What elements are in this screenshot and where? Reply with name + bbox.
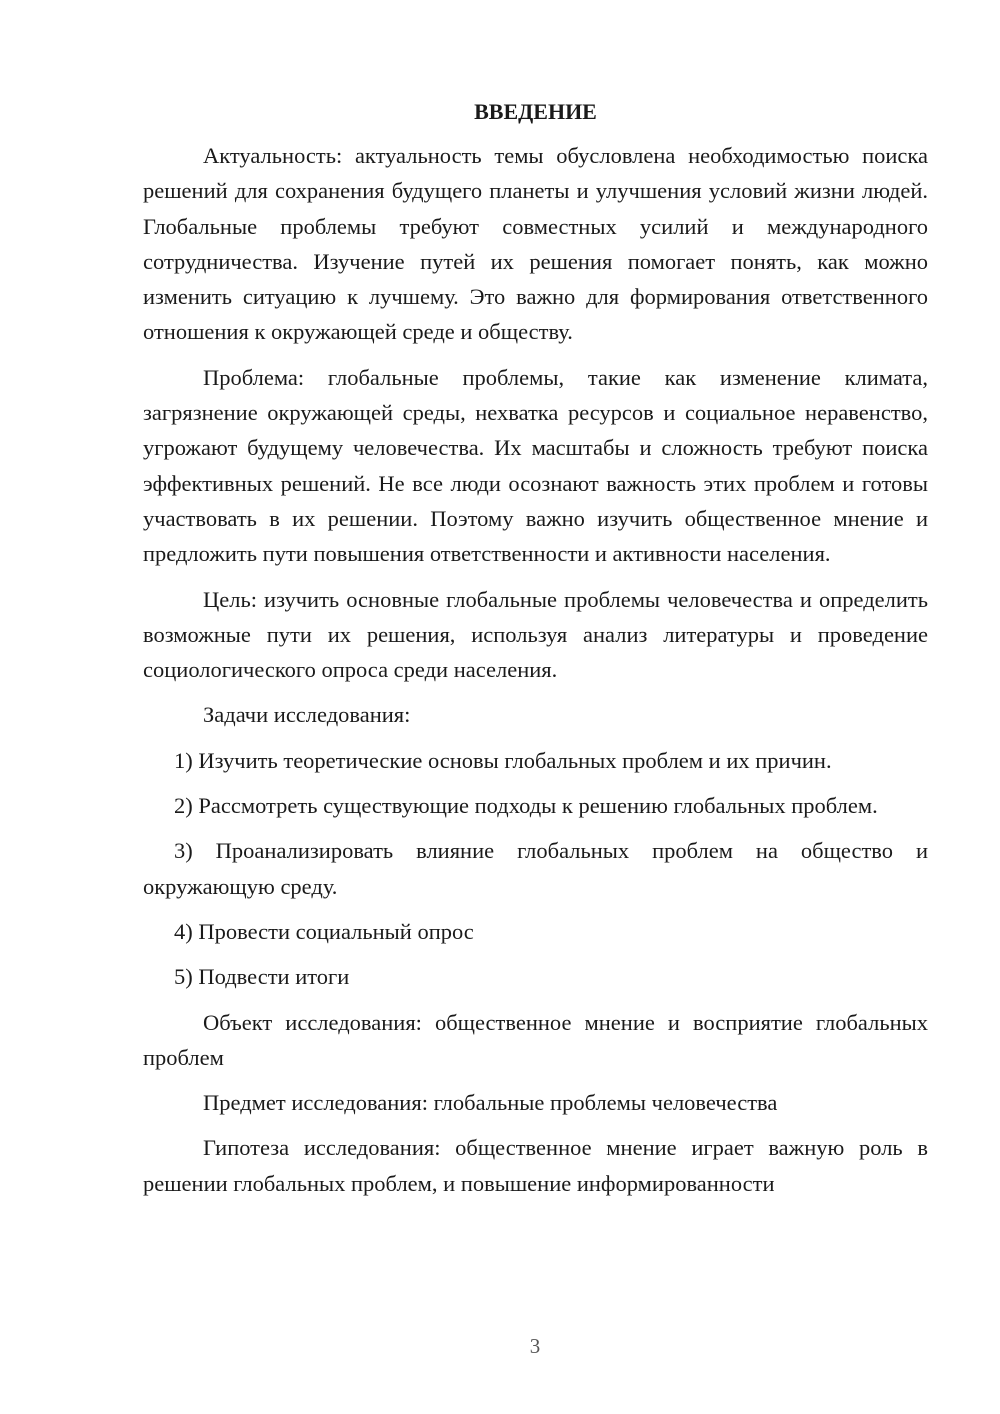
task-item-2: 2) Рассмотреть существующие подходы к решению глобальных проблем. [174,793,878,819]
task-item-3: 3) Проанализировать влияние глобальных проблем на общество и окружающую среду. [143,838,928,899]
task-item-1: 1) Изучить теоретические основы глобальных проблем и их причин. [174,747,832,773]
research-object-paragraph: Объект исследования: общественное мнение и восприятие глобальных проблем [143,1009,928,1070]
goal-paragraph: Цель: изучить основные глобальные проблемы человечества и определить возможные пути их решения, используя анализ литературы и проведение социологического опроса среди населения. [143,586,928,683]
hypothesis-paragraph: Гипотеза исследования: общественное мнение играет важную роль в решении глобальных проблем, и повышение информированности [143,1135,928,1196]
task-item-4: 4) Провести социальный опрос [174,918,474,944]
problem-paragraph: Проблема: глобальные проблемы, такие как изменение климата, загрязнение окружающей среды, нехватка ресурсов и социальное неравенство, угрожают будущему человечества. Их масштабы и сложность требуют поиска эффективных решений. Не все люди осознают важность этих проблем и готовы участвовать в их решении. Поэтому важно изучить общественное мнение и предложить пути повышения ответственности и активности населения. [143,364,928,567]
task-item-5: 5) Подвести итоги [174,964,350,990]
page-title: ВВЕДЕНИЕ [474,99,597,124]
page-number: 3 [529,1334,541,1358]
research-subject-paragraph: Предмет исследования: глобальные проблемы человечества [203,1090,778,1116]
relevance-paragraph: Актуальность: актуальность темы обусловлена необходимостью поиска решений для сохранения будущего планеты и улучшения условий жизни людей. Глобальные проблемы требуют совместных усилий и международного сотрудничества. Изучение путей их решения помогает понять, как можно изменить ситуацию к лучшему. Это важно для формирования ответственного отношения к окружающей среде и обществу. [143,143,928,345]
tasks-heading: Задачи исследования: [203,702,411,728]
page-content [143,94,928,1211]
